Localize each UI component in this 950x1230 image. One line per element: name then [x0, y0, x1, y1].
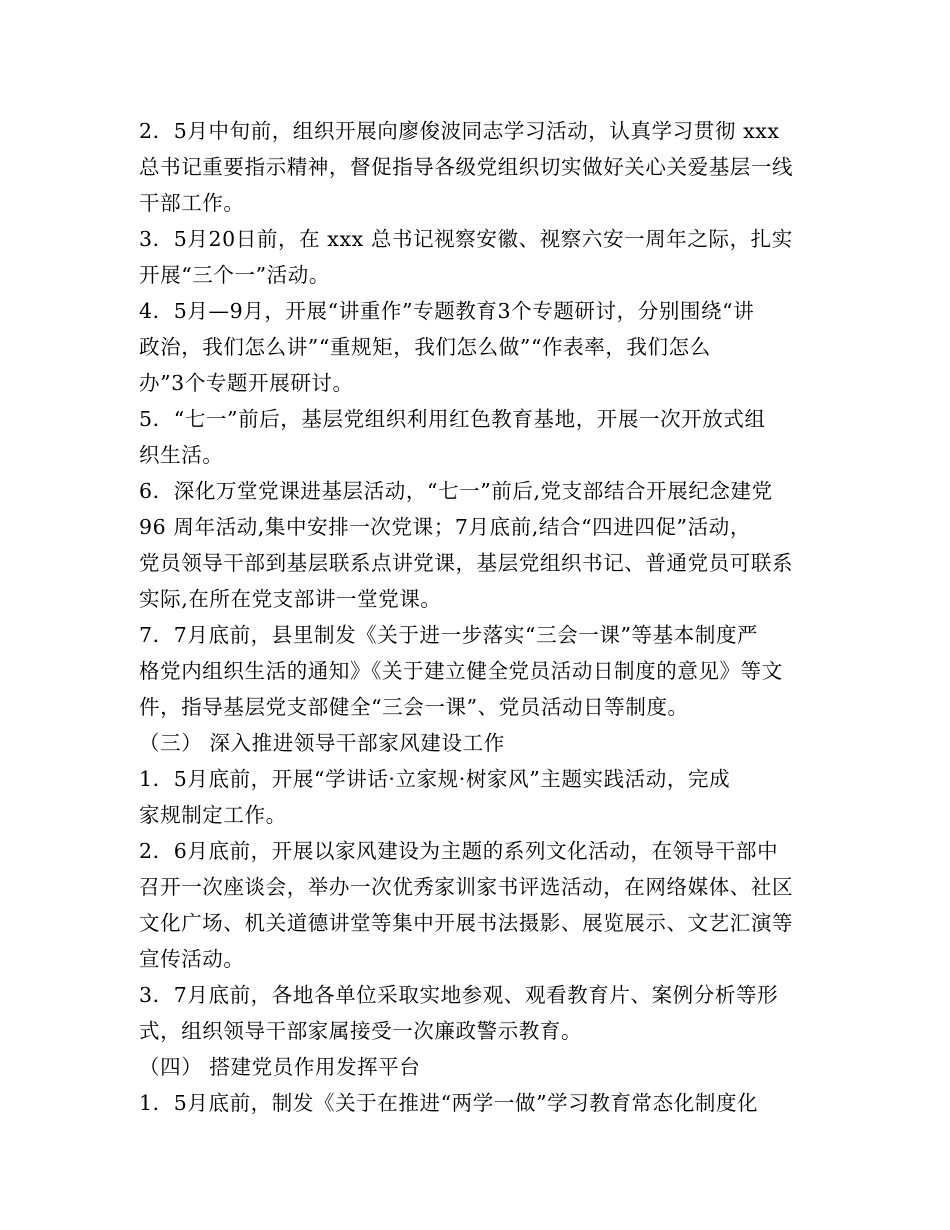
text-line: 宣传活动。 — [139, 947, 245, 971]
text-line: 5．“七一”前后，基层党组织利用红色教育基地，开展一次开放式组 — [139, 407, 766, 431]
text-line: 1．5月底前，开展“学讲话·立家规·树家风”主题实践活动，完成 — [139, 767, 731, 791]
text-line: 1．5月底前，制发《关于在推进“两学一做”学习教育常态化制度化 — [139, 1091, 759, 1115]
section-heading: （三） 深入推进领导干部家风建设工作 — [139, 731, 505, 755]
text-line: 总书记重要指示精神，督促指导各级党组织切实做好关心关爱基层一线 — [139, 155, 794, 179]
text-line: 党员领导干部到基层联系点讲党课，基层党组织书记、普通党员可联系 — [139, 551, 794, 575]
text-line: 干部工作。 — [139, 191, 245, 215]
text-line: 式，组织领导干部家属接受一次廉政警示教育。 — [139, 1019, 583, 1043]
text-line: 办”3个专题开展研讨。 — [139, 371, 354, 395]
text-line: 4．5月—9月，开展“讲重作”专题教育3个专题研讨，分别围绕“讲 — [139, 299, 755, 323]
text-line: 3．7月底前，各地各单位采取实地参观、观看教育片、案例分析等形 — [139, 983, 779, 1007]
section-heading: （四） 搭建党员作用发挥平台 — [139, 1055, 421, 1079]
text-line: 件，指导基层党支部健全“三会一课”、党员活动日等制度。 — [139, 695, 689, 719]
text-line: 召开一次座谈会，举办一次优秀家训家书评选活动，在网络媒体、社区 — [139, 875, 794, 899]
text-line: 6．深化万堂党课进基层活动，“七一”前后,党支部结合开展纪念建党 — [139, 479, 773, 503]
text-line: 7．7月底前，县里制发《关于进一步落实“三会一课”等基本制度严 — [139, 623, 759, 647]
text-line: 开展“三个一”活动。 — [139, 263, 330, 287]
text-line: 96 周年活动,集中安排一次党课；7月底前,结合“四进四促”活动， — [139, 515, 751, 539]
text-line: 实际,在所在党支部讲一堂党课。 — [139, 587, 442, 611]
text-line: 2．5月中旬前，组织开展向廖俊波同志学习活动，认真学习贯彻 xxx — [139, 119, 780, 143]
document-body — [139, 113, 819, 1121]
text-line: 2．6月底前，开展以家风建设为主题的系列文化活动，在领导干部中 — [139, 839, 779, 863]
text-line: 政治，我们怎么讲”“重规矩，我们怎么做”“作表率，我们怎么 — [139, 335, 711, 359]
text-line: 织生活。 — [139, 443, 224, 467]
text-line: 文化广场、机关道德讲堂等集中开展书法摄影、展览展示、文艺汇演等 — [139, 911, 794, 935]
text-line: 3．5月20日前，在 xxx 总书记视察安徽、视察六安一周年之际，扎实 — [139, 227, 793, 251]
text-line: 家规制定工作。 — [139, 803, 287, 827]
text-line: 格党内组织生活的通知》《关于建立健全党员活动日制度的意见》等文 — [139, 659, 783, 683]
